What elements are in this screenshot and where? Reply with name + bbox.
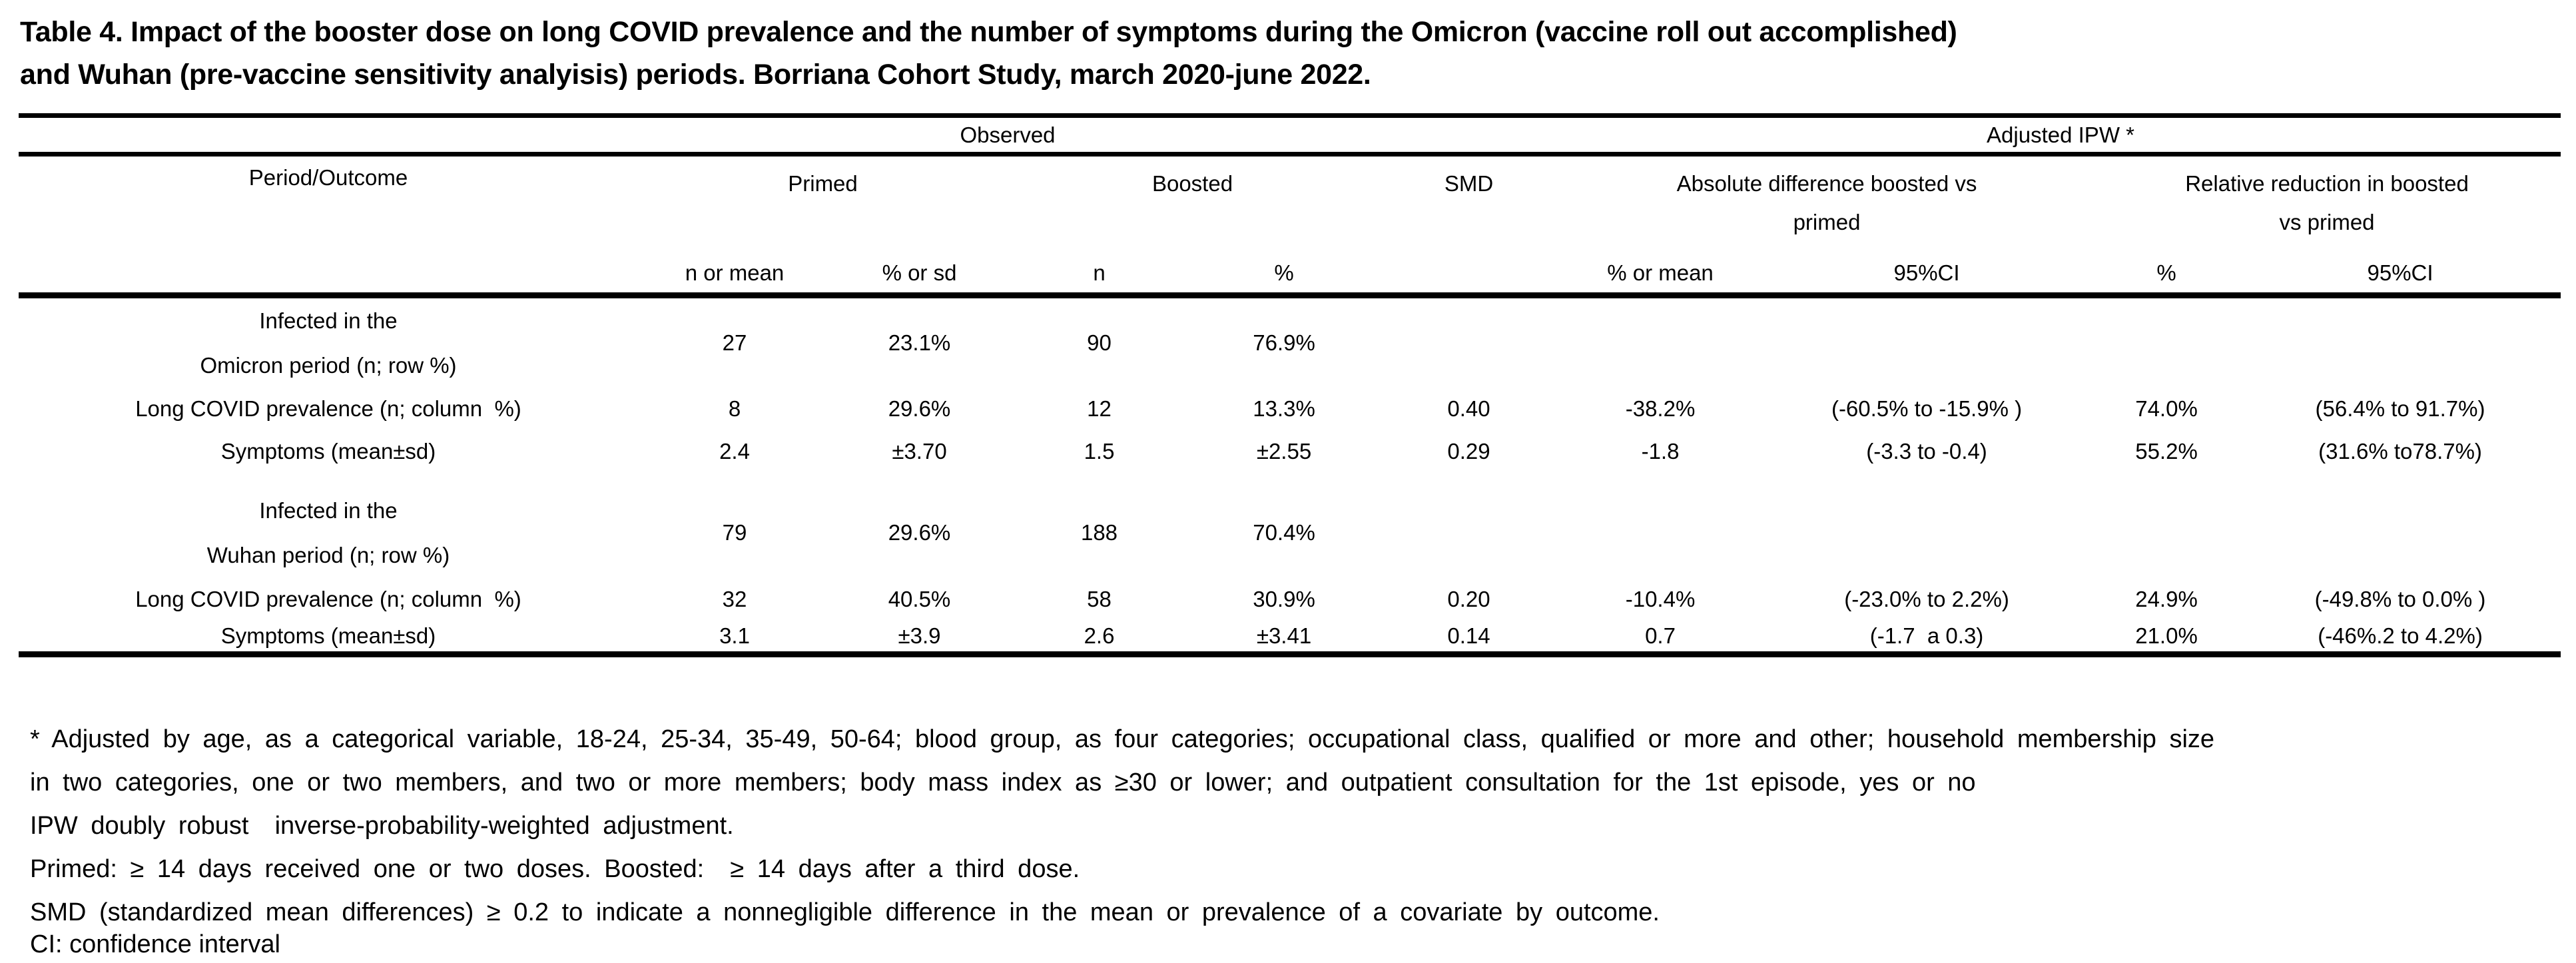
row-label: Symptoms (mean±sd) bbox=[19, 621, 638, 654]
col-header-relative-reduction-line1: Relative reduction in boosted bbox=[2185, 171, 2469, 196]
cell: 0.7 bbox=[1560, 621, 1760, 654]
cell: ±3.70 bbox=[892, 439, 947, 464]
cell bbox=[2240, 487, 2561, 578]
cell: 0.29 bbox=[1447, 439, 1490, 464]
subheader-pct-rel: % bbox=[2093, 258, 2240, 296]
cell: 0.20 bbox=[1447, 587, 1490, 611]
subheader-pct: % bbox=[1191, 258, 1377, 296]
column-header-row bbox=[19, 155, 2561, 258]
cell: (-3.3 to -0.4) bbox=[1866, 439, 1987, 464]
col-header-absolute-difference bbox=[1560, 155, 2093, 258]
cell: -10.4% bbox=[1625, 587, 1696, 611]
table-row-infected-wuhan bbox=[19, 487, 2561, 578]
cell: (-23.0% to 2.2%) bbox=[1844, 587, 2009, 611]
cell bbox=[2093, 296, 2240, 388]
cell: -1.8 bbox=[1641, 439, 1680, 464]
table-row-long-covid-wuhan bbox=[19, 578, 2561, 621]
cell: 30.9% bbox=[1253, 587, 1315, 611]
footnote-adjustment-line2: in two categories, one or two members, and two or more members; body mass index as ≥30 or lower; and outpatient consultation for the 1st episode, yes or no bbox=[30, 769, 1976, 797]
col-header-absolute-difference-line1: Absolute difference boosted vs bbox=[1676, 171, 1977, 196]
table-title bbox=[20, 11, 1957, 96]
row-label: Symptoms (mean±sd) bbox=[220, 439, 436, 464]
col-header-period-outcome: Period/Outcome bbox=[248, 165, 408, 190]
cell: -38.2% bbox=[1625, 396, 1696, 421]
cell: 23.1% bbox=[888, 330, 951, 355]
cell: 27 bbox=[722, 330, 747, 355]
cell bbox=[1377, 296, 1560, 388]
cell: 70.4% bbox=[1253, 520, 1315, 545]
cell bbox=[1377, 487, 1560, 578]
group-header-row bbox=[19, 116, 2561, 155]
row-label: Infected in the Omicron period (n; row %) bbox=[200, 308, 457, 378]
cell: 24.9% bbox=[2135, 587, 2198, 611]
row-label: Infected in the Wuhan period (n; row %) bbox=[206, 498, 450, 567]
cell: (-49.8% to 0.0% ) bbox=[2314, 587, 2486, 611]
cell: (56.4% to 91.7%) bbox=[2315, 396, 2485, 421]
cell: 13.3% bbox=[1253, 396, 1315, 421]
footnote-ci-clipped: CI: confidence interval bbox=[30, 930, 280, 958]
cell: 58 bbox=[1087, 587, 1112, 611]
row-label: Long COVID prevalence (n; column %) bbox=[135, 587, 521, 611]
cell: 74.0% bbox=[2135, 396, 2198, 421]
group-header-observed: Observed bbox=[638, 116, 1377, 155]
cell: 8 bbox=[728, 396, 741, 421]
cell: (-46%.2 to 4.2%) bbox=[2240, 621, 2561, 654]
col-header-boosted: Boosted bbox=[1151, 171, 1233, 196]
table-row-symptoms-omicron bbox=[19, 430, 2561, 473]
footnote-smd: SMD (standardized mean differences) ≥ 0.2 to indicate a nonnegligible difference in the mean or prevalence of a covariate by outcome. bbox=[30, 898, 1660, 926]
results-table bbox=[19, 113, 2561, 657]
cell: 90 bbox=[1087, 330, 1112, 355]
subheader-95ci-abs: 95%CI bbox=[1760, 258, 2093, 296]
cell: 32 bbox=[722, 587, 747, 611]
subheader-n-or-mean: n or mean bbox=[638, 258, 831, 296]
subheader-pct-or-mean: % or mean bbox=[1560, 258, 1760, 296]
cell bbox=[1760, 296, 2093, 388]
table-row-symptoms-wuhan bbox=[19, 621, 2561, 654]
table-title-line2: and Wuhan (pre-vaccine sensitivity analyisis) periods. Borriana Cohort Study, march 2020-june 2022. bbox=[20, 59, 1371, 91]
cell: 29.6% bbox=[888, 520, 951, 545]
spacer-row bbox=[19, 473, 2561, 487]
cell: 79 bbox=[722, 520, 747, 545]
row-label: Long COVID prevalence (n; column %) bbox=[135, 396, 521, 421]
cell: ±3.9 bbox=[831, 621, 1008, 654]
cell bbox=[1560, 296, 1760, 388]
cell: (-1.7 a 0.3) bbox=[1760, 621, 2093, 654]
cell: 29.6% bbox=[888, 396, 951, 421]
table-row-long-covid-omicron bbox=[19, 388, 2561, 430]
cell: ±2.55 bbox=[1256, 439, 1312, 464]
cell: 2.4 bbox=[719, 439, 750, 464]
cell: 2.6 bbox=[1008, 621, 1191, 654]
subheader-pct-or-sd: % or sd bbox=[831, 258, 1008, 296]
cell: 76.9% bbox=[1253, 330, 1315, 355]
subheader-n: n bbox=[1008, 258, 1191, 296]
cell: 0.40 bbox=[1447, 396, 1490, 421]
cell bbox=[1760, 487, 2093, 578]
col-header-relative-reduction bbox=[2093, 155, 2561, 258]
cell: 55.2% bbox=[2135, 439, 2198, 464]
footnote-ipw: IPW doubly robust inverse-probability-weighted adjustment. bbox=[30, 812, 734, 840]
col-header-primed: Primed bbox=[788, 171, 858, 196]
cell: 21.0% bbox=[2093, 621, 2240, 654]
cell: 1.5 bbox=[1084, 439, 1115, 464]
group-header-empty-smd bbox=[1377, 116, 1560, 155]
subheader-95ci-rel: 95%CI bbox=[2240, 258, 2561, 296]
cell: 188 bbox=[1080, 520, 1118, 545]
col-header-smd: SMD bbox=[1444, 171, 1494, 196]
cell: (31.6% to78.7%) bbox=[2318, 439, 2482, 464]
cell: ±3.41 bbox=[1191, 621, 1377, 654]
sub-header-row bbox=[19, 258, 2561, 296]
footnote-adjustment-line1: * Adjusted by age, as a categorical variable, 18-24, 25-34, 35-49, 50-64; blood group, as four categories; occupational class, qualified or more and other; household membership size bbox=[30, 725, 2215, 753]
cell: 3.1 bbox=[638, 621, 831, 654]
cell: 40.5% bbox=[888, 587, 951, 611]
footnotes bbox=[30, 718, 2214, 934]
cell bbox=[2093, 487, 2240, 578]
col-header-absolute-difference-line2: primed bbox=[1793, 210, 1861, 234]
cell bbox=[2240, 296, 2561, 388]
table-title-line1: Table 4. Impact of the booster dose on long COVID prevalence and the number of symptoms during the Omicron (vaccine roll out accomplished) bbox=[20, 16, 1957, 48]
footnote-primed-boosted: Primed: ≥ 14 days received one or two doses. Boosted: ≥ 14 days after a third dose. bbox=[30, 855, 1080, 883]
cell bbox=[1560, 487, 1760, 578]
table-row-infected-omicron bbox=[19, 296, 2561, 388]
group-header-empty bbox=[19, 116, 638, 155]
col-header-relative-reduction-line2: vs primed bbox=[2279, 210, 2375, 234]
cell: (-60.5% to -15.9% ) bbox=[1831, 396, 2023, 421]
cell: 12 bbox=[1087, 396, 1112, 421]
cell: 0.14 bbox=[1377, 621, 1560, 654]
group-header-adjusted-ipw: Adjusted IPW * bbox=[1560, 116, 2561, 155]
